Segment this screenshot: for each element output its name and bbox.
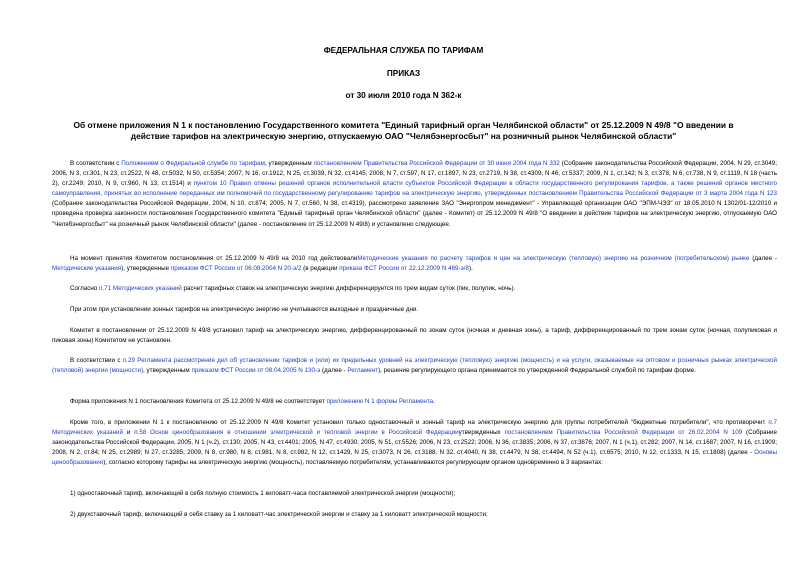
document-title: Об отмене приложения N 1 к постановлению Государственного комитета "Единый тарифный орган Челябинской области" от 25.12.2009 N 49/8 "О введении в действие тарифов на электрическую энергию, отпускаемую ОАО "Челябэнергосбыт" на розничный рынок Челябинской области" — [73, 120, 734, 141]
link-point-71[interactable]: п.71 Методических указаний — [99, 285, 182, 292]
document-date-number: от 30 июля 2010 года N 362-к — [345, 91, 462, 100]
link-methodical-instructions[interactable]: Методические указания по расчету тарифов и цен на электрическую (тепловую) энергию на розничном (потребительском) рынке — [357, 255, 750, 262]
link-government-decree-332[interactable]: постановлением Правительства Российской Федерации от 30 июня 2004 года N 332 — [313, 160, 560, 167]
p2-text-2: (далее - — [749, 255, 777, 262]
link-fst-order-20-e2[interactable]: приказом ФСТ России от 06.08.2004 N 20-э/2 — [170, 265, 302, 273]
p2-text-1: На момент принятия Комитетом постановления от 25.12.2009 N 49/8 на 2010 год действовали — [70, 255, 358, 262]
p7-text-1: Форма приложения N 1 постановления Комитета от 25.12.2009 N 49/8 не соответствует — [70, 398, 327, 405]
paragraph-2 — [52, 254, 777, 274]
p3-text-2: расчет тарифных ставок на электрическую энергию дифференцируется по трем видам суток (пик, полупик, ночь). — [181, 285, 516, 292]
link-appendix-1-form[interactable]: приложению N 1 формы Регламента — [326, 398, 434, 405]
paragraph-10: 2) двухставочный тариф, включающий в себя ставку за 1 киловатт-час электрической энергии и ставку за 1 киловатт электрической мощности; — [70, 511, 488, 518]
link-reglament[interactable]: Регламент — [347, 367, 379, 375]
link-fst-regulation[interactable]: Положением о Федеральной службе по тарифам — [121, 160, 265, 167]
p2-text-5: ). — [469, 265, 473, 273]
link-reglament-point-29[interactable]: п.29 Регламента рассмотрения дел об установлении тарифов и (или) их предельных уровней на электрическую (тепловую) энергию (мощность) и на услуги, оказываемые на оптовом и розничных рынках электрической (тепловой) энергии (мощности) — [52, 357, 777, 375]
link-pricing-basics-point-58[interactable]: п.58 Основ ценообразования в отношении электрической и тепловой энергии в Российской Федерации — [134, 429, 459, 437]
p3-text-1: Согласно — [70, 285, 100, 292]
p8-text-4: (Собрание законодательства Российской Федерации, 2005, N 1 (ч.2), ст.130; 2005, N 43, ст.4401; 2005, N 47, ст.4930; 2005, N 51, ст.5526; 2006, N 23, ст.2522; 2006, N 36, ст.3835; 2006, N 37, ст.3876; 2007, N 1 (ч.1), ст.282; 2007, N 14, ст.1687; 2007, N 16, ст.1909; 2008, N 2, ст.84; N 25, ст.2989; N 27, ст.3285; 2009, N 8, ст.980, N 8, ст.981, N 8, ст.982, N 12, ст.1429, N 25, ст.3073, N 26, ст.3188, N 32, ст.4040, N 38, ст.4479, N 38, ст.4494, N 52 (ч.1), ст.6575; 2010, N 12, ст.1333, N 15, ст.1808) (далее - — [52, 429, 778, 457]
paragraph-5: Комитет в постановлении от 25.12.2009 N 49/8 установил тариф на электрическую энергию, дифференцированный по зонам суток (ночная и дневная зоны), а тариф, дифференцированный по трем зонам суток (ночная, полупиковая и пиковая зоны) Комитетом не установлен. — [52, 327, 777, 345]
link-point-7[interactable]: п.7 Методических указаний — [52, 419, 777, 437]
p2-text-4: (в редакции — [301, 265, 340, 273]
link-government-decree-109[interactable]: постановлением Правительства Российской Федерации от 26.02.2004 N 109 — [504, 429, 743, 437]
p8-text-2: и — [123, 429, 135, 437]
paragraph-1 — [52, 159, 777, 230]
link-rules-point-10[interactable]: пунктом 10 Правил отмены решений органов исполнительной власти субъектов Российской Федерации в области государственного регулирования тарифов, а также решений органов местного самоуправления, принятых во исполнение переданных им полномочий по государственному регулированию тарифов на электрическую энергию, утвержденных постановлением Правительства Российской Федерации от 3 марта 2004 года N 123 — [52, 180, 777, 198]
agency-heading: ФЕДЕРАЛЬНАЯ СЛУЖБА ПО ТАРИФАМ — [323, 46, 484, 55]
p6-text-2: , утвержденным — [143, 367, 192, 375]
p1-text-4: (Собрание законодательства Российской Федерации, 2004, N 10, ст.874; 2005, N 7, ст.560, N 38, ст.4319), рассмотрено заявление ЗАО "Энергопром менеджмент" - Управляющей организации ОАО "ЭПМ-ЧЭЗ" от 18.05.2010 N 1302/01-12/2010 и проведена проверка законности постановления Государственного комитета "Единый тарифный орган Челябинской области" (далее - Комитет) от 25.12.2009 N 49/8 "О введении в действие тарифов на электрическую энергию, отпускаемую ОАО "Челябэнергосбыт" на розничный рынок Челябинской области" (далее - постановление от 25.12.2009 N 49/8) и установлено следующее. — [52, 200, 777, 228]
p1-text-3: (Собрание законодательства Российской Федерации, 2004, N 29, ст.3049; 2006, N 3, ст.301, N 23, ст.2522, N 48, ст.5032, N 50, ст.5354; 2007, N 16, ст.1912, N 25, ст.3039, N 32, ст.4145; 2008, N 7, ст.597, N 17, ст.1897, N 23, ст.2719, N 38, ст.4309, N 46, ст.5337; 2009, N 1, ст.142; N 3, ст.378, N 6, ст.738, N 9, ст.1119, N 18 (часть 2), ст.2249; 2010, N 9, ст.960, N 13, ст.1514) и — [52, 160, 778, 188]
p8-text-5: ), согласно которому тарифы на электрическую энергию (мощность), поставляемую потребителям, устанавливаются регулирующим органом одновременно в 3 вариантах: — [103, 459, 603, 467]
p7-text-2: . — [433, 398, 435, 405]
paragraph-7 — [52, 397, 777, 407]
p2-text-3: ), утвержденные — [121, 265, 171, 273]
paragraph-9: 1) одноставочный тариф, включающий в себя полную стоимость 1 киловатт-часа поставляемой электрической энергии (мощности); — [70, 490, 456, 497]
paragraph-6 — [52, 356, 777, 376]
link-fst-order-130-e[interactable]: приказом ФСТ России от 08.04.2005 N 130-э — [191, 367, 321, 375]
paragraph-3 — [52, 284, 777, 294]
paragraph-8 — [52, 418, 777, 468]
document-type: ПРИКАЗ — [386, 69, 421, 78]
p8-text-3: утвержденных — [458, 429, 505, 437]
p6-text-3: (далее - — [320, 367, 348, 375]
link-pricing-basics[interactable]: Основы ценообразования — [52, 449, 777, 467]
p1-text-2: , утвержденным — [264, 160, 314, 167]
p8-text-1: Кроме того, в приложении N 1 к постановлению от 25.12.2009 N 49/8 Комитет установил только одноставочный и зонный тариф на электрическую энергию для группы потребителей "бюджетные потребители", что противоречит — [70, 419, 769, 426]
p1-text-1: В соответствии с — [70, 160, 122, 167]
paragraph-4: При этом при установлении зонных тарифов на электрическую энергию не учитываются выходные и праздничные дни. — [70, 306, 419, 313]
link-fst-order-469-e8[interactable]: приказа ФСТ России от 22.12.2009 N 469-э/8 — [339, 265, 470, 273]
p6-text-1: В соответствии с — [70, 357, 123, 364]
link-methodical-instructions-short[interactable]: Методические указания — [52, 265, 122, 273]
p6-text-4: ), решение регулирующего органа принимается по утвержденной Федеральной службой по тарифам форме. — [378, 367, 696, 375]
